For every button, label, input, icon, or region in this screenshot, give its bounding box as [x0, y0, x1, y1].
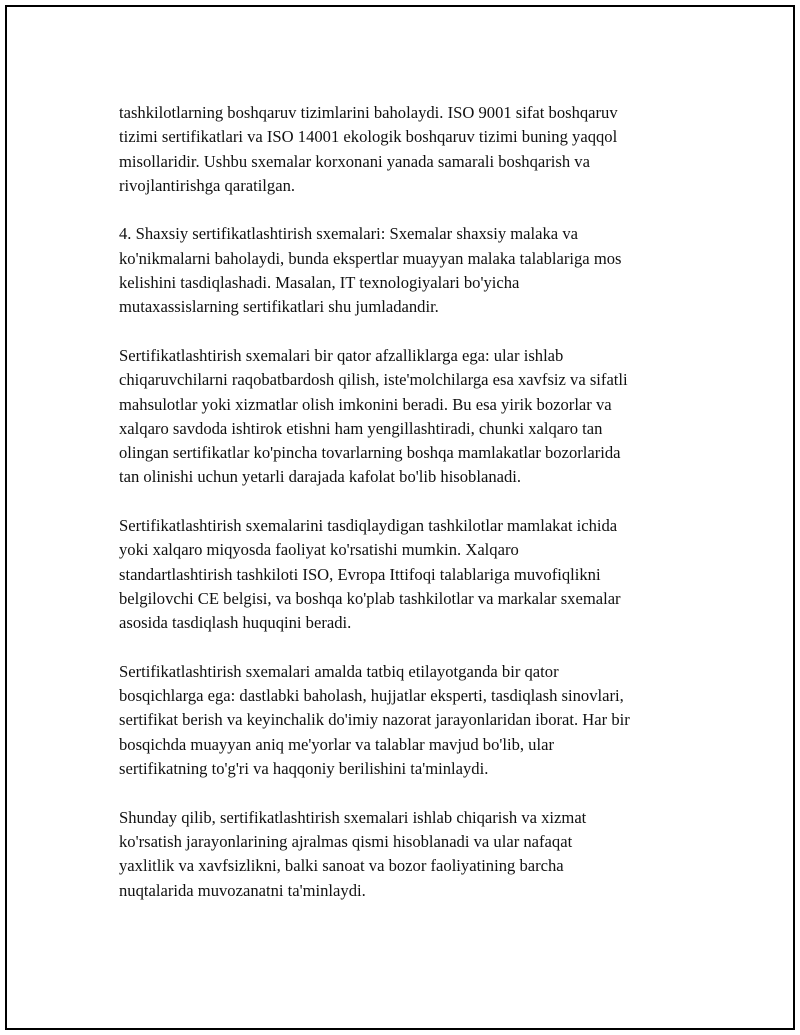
paragraph-advantages: Sertifikatlashtirish sxemalari bir qator afzalliklarga ega: ular ishlab chiqaruvchilarni raqobatbardosh qilish, iste'molchilarga esa xavfsiz va sifatli mahsulotlar yoki xizmatlar olish imkonini beradi. Bu esa yirik bozorlar va xalqaro savdoda ishtirok etishni ham yengillashtiradi, chunki xalqaro tan olingan sertifikatlar ko'pincha tovarlarning boshqa mamlakatlar bozorlarida tan olinishi uchun yetarli darajada kafolat bo'lib hisoblanadi. [119, 345, 628, 487]
paragraph-personal-certification: 4. Shaxsiy sertifikatlashtirish sxemalari: Sxemalar shaxsiy malaka va ko'nikmalarni baholaydi, bunda ekspertlar muayyan malaka talablariga mos kelishini tasdiqlashadi. Masalan, IT texnologiyalari bo'yicha mutaxassislarning sertifikatlari shu jumladandir. [119, 224, 622, 317]
paragraph-approving-organizations: Sertifikatlashtirish sxemalarini tasdiqlaydigan tashkilotlar mamlakat ichida yoki xalqaro miqyosda faoliyat ko'rsatishi mumkin. Xalqaro standartlashtirish tashkiloti ISO, Evropa Ittifoqi talablariga muvofiqlikni belgilovchi CE belgisi, va boshqa ko'plab tashkilotlar va markalar sxemalar asosida tasdiqlash huquqini beradi. [119, 516, 621, 633]
paragraph-conclusion: Shunday qilib, sertifikatlashtirish sxemalari ishlab chiqarish va xizmat ko'rsatish jarayonlarining ajralmas qismi hisoblanadi va ular nafaqat yaxlitlik va xavfsizlikni, balki sanoat va bozor faoliyatining barcha nuqtalarida muvozanatni ta'minlaydi. [119, 807, 587, 900]
paragraph-stages: Sertifikatlashtirish sxemalari amalda tatbiq etilayotganda bir qator bosqichlarga ega: dastlabki baholash, hujjatlar eksperti, tasdiqlash sinovlari, sertifikat berish va keyinchalik do'imiy nazorat jarayonlaridan iborat. Har bir bosqichda muayyan aniq me'yorlar va talablar mavjud bo'lib, ular sertifikatning to'g'ri va haqqoniy berilishini ta'minlaydi. [119, 661, 630, 779]
document-body [119, 101, 699, 927]
paragraph-iso-examples: tashkilotlarning boshqaruv tizimlarini baholaydi. ISO 9001 sifat boshqaruv tizimi sertifikatlari va ISO 14001 ekologik boshqaruv tizimi buning yaqqol misollaridir. Ushbu sxemalar korxonani yanada samarali boshqarish va rivojlantirishga qaratilgan. [119, 103, 618, 195]
page-frame [5, 5, 795, 1030]
